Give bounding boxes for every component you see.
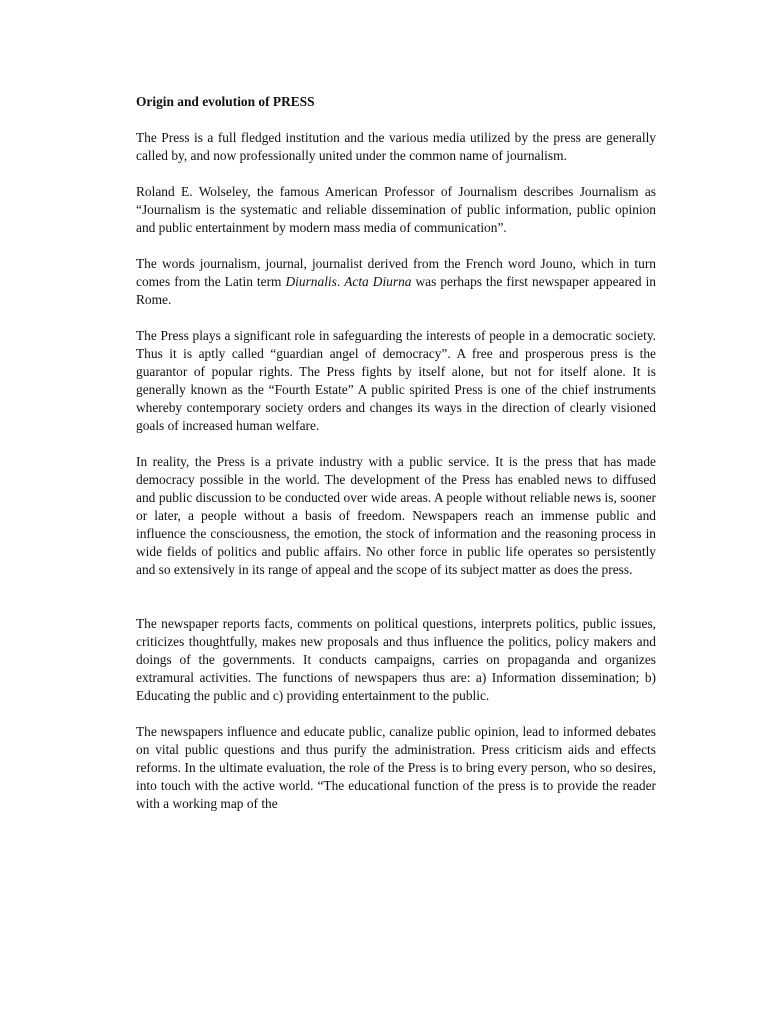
paragraph-press-role-democracy: The Press plays a significant role in safeguarding the interests of people in a democratic society. Thus it is aptly called “guardian angel of democracy”. A free and prosperous press is the guarantor of popular rights. The Press fights by itself alone, but not for itself alone. It is generally known as the “Fourth Estate” A public spirited Press is one of the chief instruments whereby contemporary society orders and changes its ways in the direction of clearly visioned goals of increased human welfare.	[136, 328, 656, 433]
document-page	[136, 93, 656, 831]
paragraph-newspaper-influence: The newspapers influence and educate public, canalize public opinion, lead to informed debates on vital public questions and thus purify the administration. Press criticism aids and effects reforms. In the ultimate evaluation, the role of the Press is to bring every person, who so desires, into touch with the active world. “The educational function of the press is to provide the reader with a working map of the	[136, 724, 656, 811]
paragraph-word-origin-text-1: The words journalism, journal, journalist derived from the French word Jouno, which in turn comes from the Latin term	[136, 256, 656, 289]
term-acta-diurna: Acta Diurna	[344, 274, 412, 289]
paragraph-newspaper-functions: The newspaper reports facts, comments on political questions, interprets politics, public issues, criticizes thoughtfully, makes new proposals and thus influence the politics, policy makers and doings of the governments. It conducts campaigns, carries on propaganda and organizes extramural activities. The functions of newspapers thus are: a) Information dissemination; b) Educating the public and c) providing entertainment to the public.	[136, 616, 656, 703]
document-title: Origin and evolution of PRESS	[136, 94, 315, 109]
paragraph-private-industry: In reality, the Press is a private industry with a public service. It is the press that has made democracy possible in the world. The development of the Press has enabled news to diffused and public discussion to be conducted over wide areas. A people without reliable news is, sooner or later, a people without a basis of freedom. Newspapers reach an immense public and influence the consciousness, the emotion, the stock of information and the reasoning process in wide fields of politics and public affairs. No other force in public life operates so persistently and so extensively in its range of appeal and the scope of its subject matter as does the press.	[136, 454, 656, 577]
term-diurnalis: Diurnalis	[285, 274, 337, 289]
paragraph-word-origin-text-3: was perhaps the first newspaper appeared in Rome.	[136, 274, 656, 307]
paragraph-press-institution: The Press is a full fledged institution and the various media utilized by the press are generally called by, and now professionally united under the common name of journalism.	[136, 130, 656, 163]
paragraph-word-origin-text-2: .	[336, 274, 345, 289]
paragraph-word-origin	[136, 255, 656, 309]
paragraph-wolseley-definition: Roland E. Wolseley, the famous American Professor of Journalism describes Journalism as “Journalism is the systematic and reliable dissemination of public information, public opinion and public entertainment by modern mass media of communication”.	[136, 184, 656, 235]
